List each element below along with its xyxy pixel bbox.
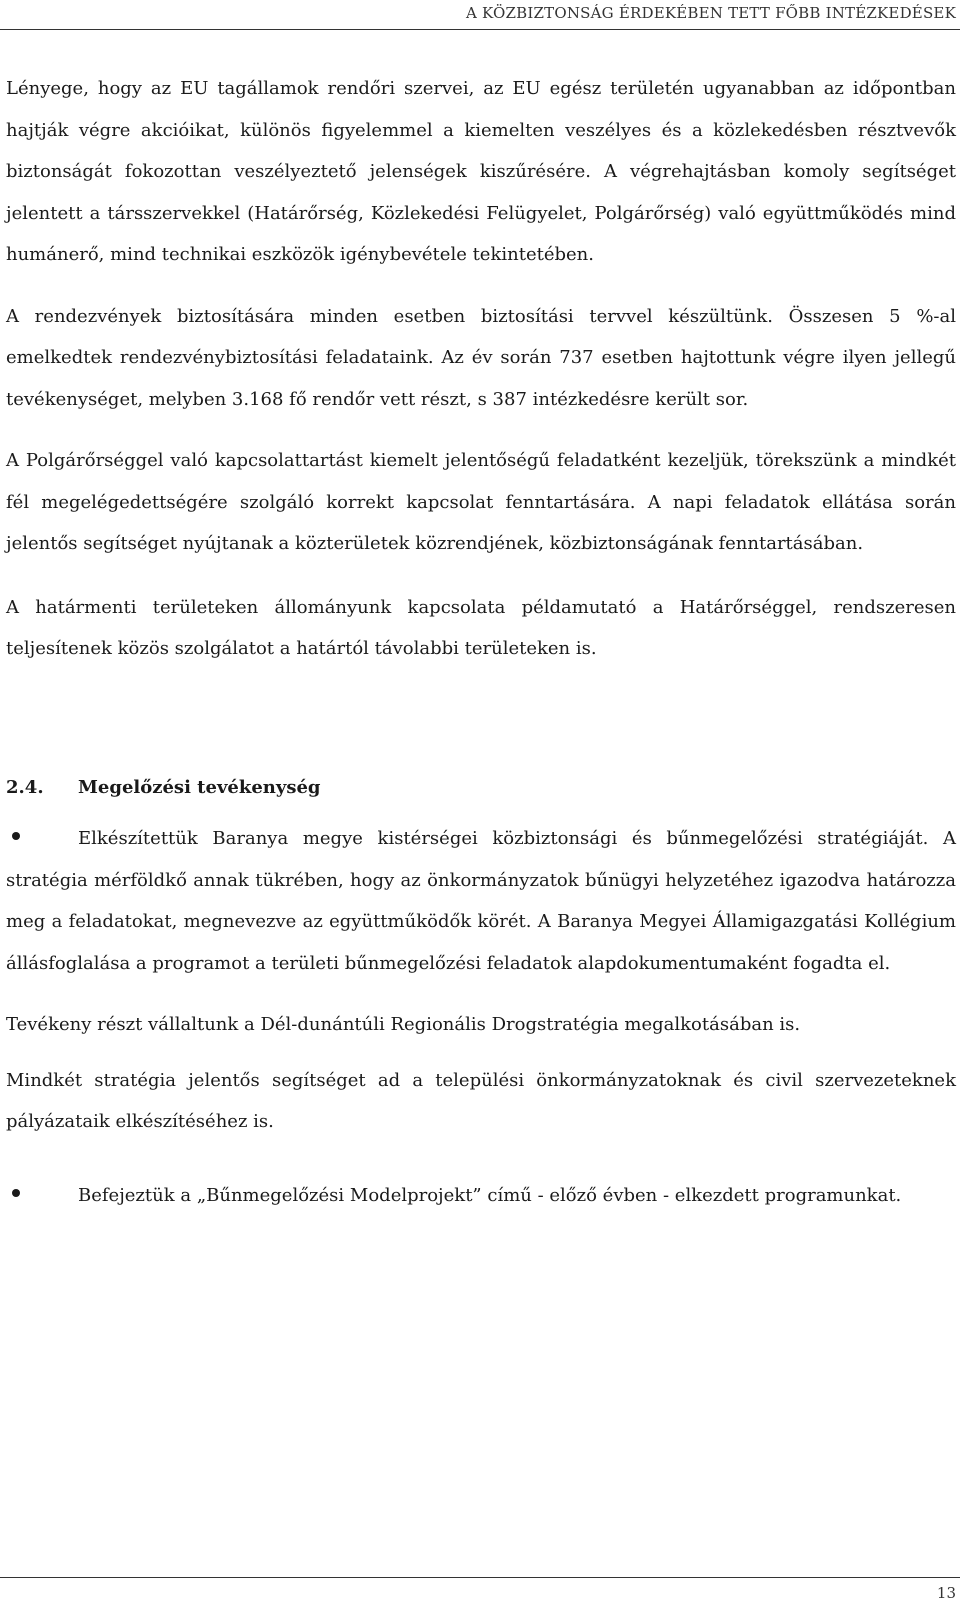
paragraph-event-security: A rendezvények biztosítására minden esetben biztosítási tervvel készültünk. Összesen 5 %-al emelkedtek rendezvénybiztosítási feladataink. Az év során 737 esetben hajtottunk végre ilyen jellegű tevékenységet, melyben 3.168 fő rendőr vett részt, s 387 intézkedésre került sor. xyxy=(6,305,956,410)
bullet-item-strategy xyxy=(6,818,956,984)
paragraph-drug-strategy: Tevékeny részt vállaltunk a Dél-dunántúli Regionális Drogstratégia megalkotásában is. xyxy=(6,1014,801,1035)
paragraph-border-areas: A határmenti területeken állományunk kapcsolata példamutató a Határőrséggel, rendszeresen teljesítenek közös szolgálatot a határtól távolabbi területeken is. xyxy=(6,596,956,659)
page-number: 13 xyxy=(936,1584,956,1602)
footer-rule xyxy=(0,1577,960,1578)
running-header: A KÖZBIZTONSÁG ÉRDEKÉBEN TETT FŐBB INTÉZKEDÉSEK xyxy=(466,4,956,22)
bullet-item-model-project xyxy=(6,1175,956,1217)
bullet-text: Elkészítettük Baranya megye kistérségei közbiztonsági és bűnmegelőzési stratégiáját. A stratégia mérföldkő annak tükrében, hogy az önkormányzatok bűnügyi helyzetéhez igazodva határozza meg a feladatokat, megnevezve az együttműködők körét. A Baranya Megyei Államigazgatási Kollégium állásfoglalása a programot a területi bűnmegelőzési feladatok alapdokumentumaként fogadta el. xyxy=(6,828,956,974)
section-title: Megelőzési tevékenység xyxy=(78,776,321,798)
bullet-text: Befejeztük a „Bűnmegelőzési Modelprojekt” című - előző évben - elkezdett programunkat. xyxy=(78,1184,902,1206)
paragraph-eu-actions: Lényege, hogy az EU tagállamok rendőri szervei, az EU egész területén ugyanabban az időpontban hajtják végre akcióikat, különös figyelemmel a kiemelten veszélyes és a közlekedésben résztvevők biztonságát fokozottan veszélyeztető jelenségek kiszűrésére. A végrehajtásban komoly segítséget jelentett a társszervekkel (Határőrség, Közlekedési Felügyelet, Polgárőrség) való együttműködés mind humánerő, mind technikai eszközök igénybevétele tekintetében. xyxy=(6,78,956,265)
header-rule xyxy=(0,29,960,30)
section-heading xyxy=(6,767,956,809)
paragraph-civil-guard: A Polgárőrséggel való kapcsolattartást kiemelt jelentőségű feladatként kezeljük, törekszünk a mindkét fél megelégedettségére szolgáló korrekt kapcsolat fenntartására. A napi feladatok ellátása során jelentős segítséget nyújtanak a közterületek közrendjének, közbiztonságának fenntartásában. xyxy=(6,450,956,554)
page-body xyxy=(6,68,956,1216)
section-number: 2.4. xyxy=(6,776,44,798)
paragraph-both-strategies: Mindkét stratégia jelentős segítséget ad a települési önkormányzatoknak és civil szervezeteknek pályázataik elkészítéséhez is. xyxy=(6,1069,956,1132)
